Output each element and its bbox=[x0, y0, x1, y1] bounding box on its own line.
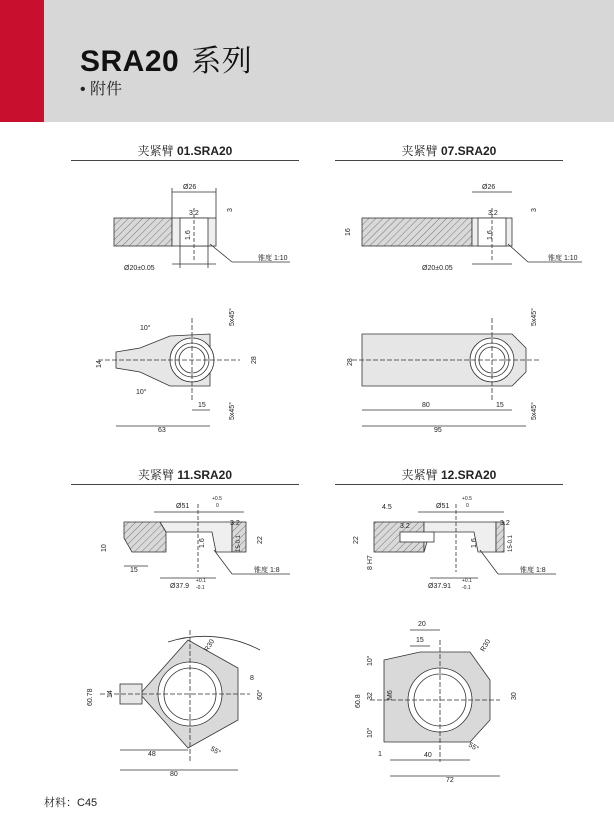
dim-15: 15 bbox=[496, 402, 504, 409]
dim-bore: Ø20±0.05 bbox=[124, 265, 155, 272]
dim-3: 3 bbox=[531, 208, 538, 212]
dim-22: 22 bbox=[353, 536, 360, 544]
dim-roughness-1-6: 1.6 bbox=[487, 230, 494, 240]
tol-minus: -0.1 bbox=[462, 585, 471, 591]
dim-15: 15 bbox=[130, 567, 138, 574]
dim-chamfer-top: 5x45° bbox=[229, 308, 236, 326]
dim-angle-top: 10° bbox=[367, 655, 374, 666]
dim-r30: R30 bbox=[479, 638, 493, 653]
tol-zero: 0 bbox=[466, 503, 469, 509]
drawing-01-side bbox=[114, 184, 290, 272]
dim-angle-bottom: 10° bbox=[136, 389, 147, 396]
dim-d51: Ø51 bbox=[176, 503, 190, 510]
drawing-11-side bbox=[101, 496, 290, 591]
page-subtitle: • 附件 bbox=[80, 81, 123, 98]
drawing-11-top bbox=[87, 630, 264, 778]
dim-48: 48 bbox=[148, 751, 156, 758]
dim-80: 80 bbox=[422, 402, 430, 409]
dim-8h7: 8 H7 bbox=[367, 555, 374, 570]
dim-roughness: 3.2 bbox=[189, 210, 199, 217]
dim-72: 72 bbox=[446, 777, 454, 784]
dim-chamfer-bottom: 5x45° bbox=[531, 402, 538, 420]
drawing-01-top bbox=[96, 308, 258, 434]
tol-plus: +0.1 bbox=[462, 578, 472, 584]
part-number: 12.SRA20 bbox=[440, 468, 497, 482]
dim-40: 40 bbox=[424, 752, 432, 759]
dim-60-8: 60.8 bbox=[355, 694, 362, 708]
dim-taper: 锥度 1:10 bbox=[548, 255, 578, 262]
dim-14: 14 bbox=[107, 690, 114, 698]
drawing-07-side bbox=[345, 184, 582, 272]
dim-angle-60: 60° bbox=[257, 689, 264, 700]
dim-roughness: 3.2 bbox=[230, 520, 240, 527]
dim-angle-55: 55° bbox=[209, 745, 222, 758]
dim-r30: R30 bbox=[203, 638, 217, 653]
section-prefix: 夹紧臂 bbox=[137, 144, 177, 158]
dim-roughness-1-6: 1.6 bbox=[199, 538, 206, 548]
dim-8: 8 bbox=[250, 675, 254, 682]
dim-roughness-1-6: 1.6 bbox=[185, 230, 192, 240]
dim-taper: 锥度 1:10 bbox=[258, 255, 288, 262]
dim-roughness-2: 3.2 bbox=[400, 523, 410, 530]
dim-chamfer-bottom: 5x45° bbox=[229, 402, 236, 420]
dim-32: 32 bbox=[367, 692, 374, 700]
tol-zero: 0 bbox=[216, 503, 219, 509]
dim-28: 28 bbox=[347, 358, 354, 366]
dim-angle-bottom: 10° bbox=[367, 727, 374, 738]
dim-m6: M6 bbox=[387, 690, 394, 700]
dim-10: 10 bbox=[101, 544, 108, 552]
dim-d3791: Ø37.91 bbox=[428, 583, 451, 590]
dim-15-tol: 15-0.1 bbox=[236, 534, 242, 552]
dim-roughness: 3.2 bbox=[500, 520, 510, 527]
dim-3: 3 bbox=[227, 208, 234, 212]
series-label: 系列 bbox=[191, 44, 253, 79]
dim-angle-55: 55° bbox=[467, 741, 480, 754]
dim-angle-top: 10° bbox=[140, 325, 151, 332]
dim-taper: 锥度 1:8 bbox=[520, 567, 546, 574]
model-name: SRA20 bbox=[80, 45, 180, 78]
dim-60-78: 60.78 bbox=[87, 688, 94, 706]
tol-minus: -0.1 bbox=[196, 585, 205, 591]
dim-63: 63 bbox=[158, 427, 166, 434]
dim-taper: 锥度 1:8 bbox=[254, 567, 280, 574]
dim-roughness: 3.2 bbox=[488, 210, 498, 217]
tol-plus: +0.5 bbox=[462, 496, 472, 502]
dim-16: 16 bbox=[345, 228, 352, 236]
dim-30: 30 bbox=[511, 692, 518, 700]
part-number: 01.SRA20 bbox=[176, 144, 233, 158]
dim-22: 22 bbox=[257, 536, 264, 544]
dim-d51: Ø51 bbox=[436, 503, 450, 510]
dim-15: 15 bbox=[416, 637, 424, 644]
dim-4-5: 4.5 bbox=[382, 504, 392, 511]
dim-80: 80 bbox=[170, 771, 178, 778]
dim-28: 28 bbox=[251, 356, 258, 364]
dim-bore: Ø20±0.05 bbox=[422, 265, 453, 272]
dim-d26: Ø26 bbox=[482, 184, 496, 191]
part-number: 07.SRA20 bbox=[440, 144, 497, 158]
dim-d26: Ø26 bbox=[183, 184, 197, 191]
dim-95: 95 bbox=[434, 427, 442, 434]
drawing-07-top bbox=[347, 308, 540, 434]
section-prefix: 夹紧臂 bbox=[401, 468, 441, 482]
dim-15-tol: 15-0.1 bbox=[508, 534, 514, 552]
dim-20: 20 bbox=[418, 621, 426, 628]
dim-roughness-1-6: 1.6 bbox=[471, 538, 478, 548]
dim-1: 1 bbox=[378, 751, 382, 758]
section-prefix: 夹紧臂 bbox=[137, 468, 178, 482]
dim-d379: Ø37.9 bbox=[170, 583, 190, 590]
drawing-12-top bbox=[355, 621, 518, 784]
drawing-12-side bbox=[353, 496, 556, 591]
tol-plus: +0.5 bbox=[212, 496, 222, 502]
tol-plus: +0.1 bbox=[196, 578, 206, 584]
dim-15: 15 bbox=[198, 402, 206, 409]
section-prefix: 夹紧臂 bbox=[401, 144, 441, 158]
material-note: 材料：C45 bbox=[44, 797, 98, 809]
dim-chamfer-top: 5x45° bbox=[531, 308, 538, 326]
part-number: 11.SRA20 bbox=[177, 468, 233, 482]
dim-14: 14 bbox=[96, 360, 103, 368]
